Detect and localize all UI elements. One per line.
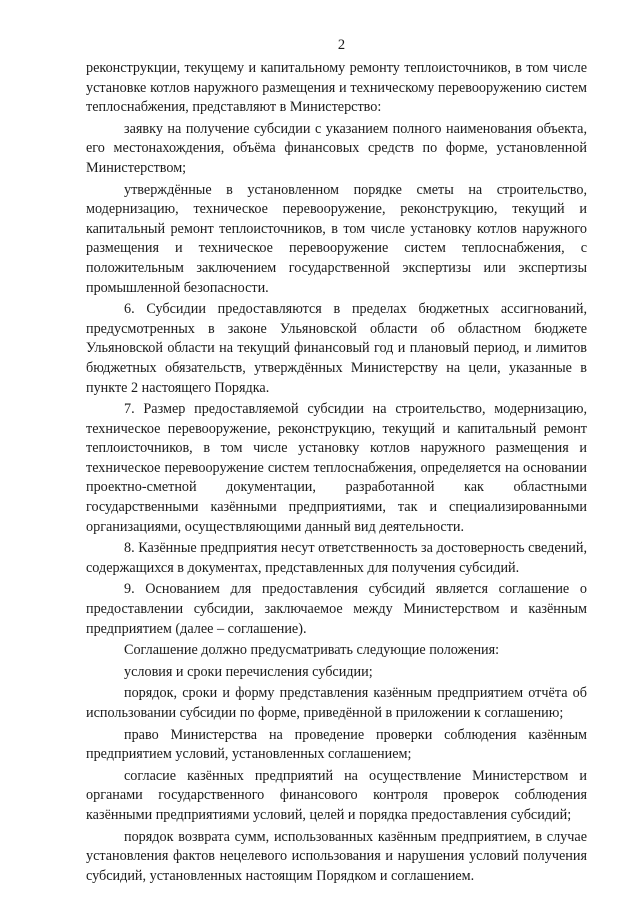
paragraph: согласие казённых предприятий на осуществление Министерством и органами государственного финансового контроля проверок соблюдения казёнными предприятиями условий, целей и порядка предоставления субсидий; <box>86 767 587 823</box>
paragraph: 6. Субсидии предоставляются в пределах бюджетных ассигнований, предусмотренных в законе Ульяновской области об областном бюджете Ульяновской области на текущий финансовый год и плановый период, и лимитов бюджетных обязательств, утверждённых Министерству на цели, указанные в пункте 2 настоящего Порядка. <box>86 301 587 396</box>
paragraph: условия и сроки перечисления субсидии; <box>124 663 373 680</box>
paragraph: заявку на получение субсидии с указанием полного наименования объекта, его местонахождения, объёма финансовых средств по форме, установленной Министерством; <box>86 120 587 176</box>
paragraph: Соглашение должно предусматривать следующие положения: <box>124 642 500 659</box>
paragraph: право Министерства на проведение проверки соблюдения казённым предприятием условий, установленных соглашением; <box>86 726 587 763</box>
paragraph: порядок, сроки и форму представления казённым предприятием отчёта об использовании субсидии по форме, приведённой в приложении к соглашению; <box>86 685 587 721</box>
paragraph: 9. Основанием для предоставления субсидий является соглашение о предоставлении субсидии, заключаемое между Министерством и казённым предприятием (далее – соглашение). <box>86 581 587 637</box>
paragraph: 8. Казённые предприятия несут ответственность за достоверность сведений, содержащихся в документах, представленных для получения субсидий. <box>86 540 587 576</box>
paragraph: 7. Размер предоставляемой субсидии на строительство, модернизацию, техническое перевооружение, реконструкцию, текущий и капитальный ремонт теплоисточников, в том числе установку котлов наружного размещения и техническое перевооружение систем теплоснабжения, определяется на основании проектно-сметной документации, разработанной как областными государственными казёнными предприятиями, так и специализированными организациями, осуществляющими данный вид деятельности. <box>86 401 587 535</box>
page-number: 2 <box>337 37 346 53</box>
document-body <box>86 59 587 886</box>
paragraph: реконструкции, текущему и капитальному ремонту теплоисточников, в том числе установке котлов наружного размещения и техническому перевооружению систем теплоснабжения, представляют в Министерство: <box>86 60 587 116</box>
paragraph: порядок возврата сумм, использованных казённым предприятием, в случае установления фактов нецелевого использования и нарушения условий получения субсидий, установленных настоящим Порядком и соглашением. <box>86 828 587 884</box>
paragraph: утверждённые в установленном порядке сметы на строительство, модернизацию, техническое перевооружение, реконструкцию, текущий и капитальный ремонт теплоисточников, в том числе установку котлов наружного размещения и техническое перевооружение систем теплоснабжения, с положительным заключением государственной экспертизы или экспертизы промышленной безопасности. <box>86 181 587 296</box>
